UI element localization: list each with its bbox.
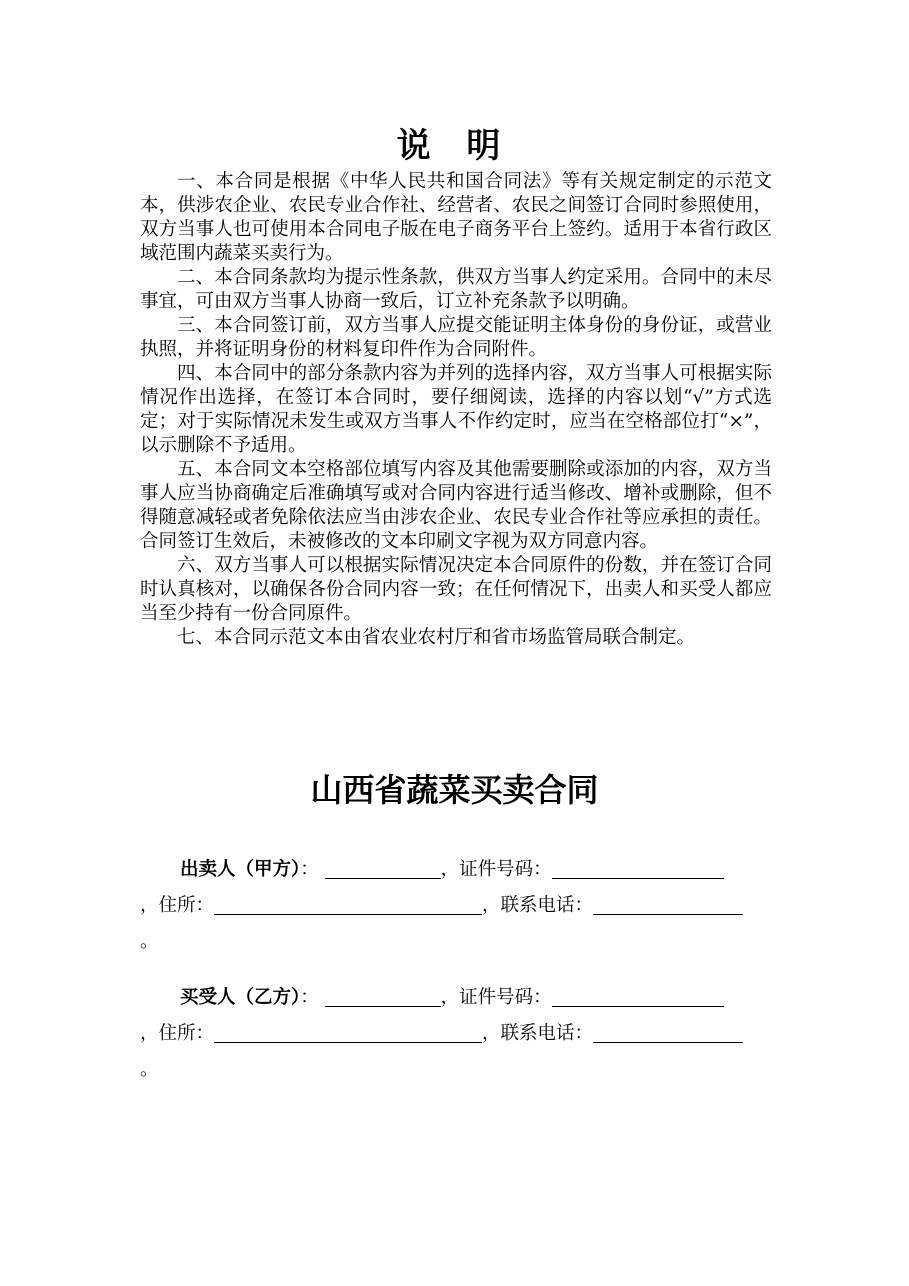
seller-name-blank[interactable] bbox=[325, 854, 441, 879]
contract-title: 山西省蔬菜买卖合同 bbox=[310, 771, 599, 809]
notes-paragraph: 六、双方当事人可以根据实际情况决定本合同原件的份数，并在签订合同时认真核对，以确保各份合同内容一致；在任何情况下，出卖人和买受人都应当至少持有一份合同原件。 bbox=[140, 555, 772, 624]
buyer-id-label: ，证件号码： bbox=[440, 987, 552, 1008]
notes-body bbox=[140, 170, 772, 650]
buyer-end: 。 bbox=[140, 1059, 159, 1080]
buyer-phone-blank[interactable] bbox=[593, 1018, 743, 1043]
buyer-address-label: ，住所： bbox=[140, 1023, 215, 1044]
buyer-id-blank[interactable] bbox=[552, 982, 724, 1007]
buyer-row-3 bbox=[140, 1052, 770, 1088]
seller-address-label: ，住所： bbox=[140, 895, 215, 916]
seller-phone-label: ，联系电话： bbox=[482, 895, 594, 916]
seller-colon: ： bbox=[300, 859, 319, 880]
notes-paragraph: 四、本合同中的部分条款内容为并列的选择内容，双方当事人可根据实际情况作出选择，在签订本合同时，要仔细阅读，选择的内容以划“√”方式选定；对于实际情况未发生或双方当事人不作约定时，应当在空格部位打“×”，以示删除不予适用。 bbox=[140, 363, 772, 456]
seller-address-blank[interactable] bbox=[214, 890, 482, 915]
notes-paragraph: 一、本合同是根据《中华人民共和国合同法》等有关规定制定的示范文本，供涉农企业、农民专业合作社、经营者、农民之间签订合同时参照使用，双方当事人也可使用本合同电子版在电子商务平台上签约。适用于本省行政区域范围内蔬菜买卖行为。 bbox=[140, 171, 772, 264]
seller-phone-blank[interactable] bbox=[593, 890, 743, 915]
seller-label: 出卖人（甲方） bbox=[180, 859, 301, 880]
seller-id-label: ，证件号码： bbox=[440, 859, 552, 880]
seller-block bbox=[140, 852, 770, 960]
buyer-label: 买受人（乙方） bbox=[180, 987, 301, 1008]
buyer-block bbox=[140, 980, 770, 1088]
seller-end: 。 bbox=[140, 931, 159, 952]
seller-row-1 bbox=[140, 852, 770, 888]
seller-id-blank[interactable] bbox=[552, 854, 724, 879]
notes-title: 说 明 bbox=[396, 126, 513, 166]
buyer-row-1 bbox=[140, 980, 770, 1016]
buyer-colon: ： bbox=[300, 987, 319, 1008]
notes-paragraph: 五、本合同文本空格部位填写内容及其他需要删除或添加的内容，双方当事人应当协商确定后准确填写或对合同内容进行适当修改、增补或删除，但不得随意减轻或者免除依法应当由涉农企业、农民专业合作社等应承担的责任。合同签订生效后，未被修改的文本印刷文字视为双方同意内容。 bbox=[140, 459, 772, 552]
notes-paragraph: 二、本合同条款均为提示性条款，供双方当事人约定采用。合同中的未尽事宜，可由双方当事人协商一致后，订立补充条款予以明确。 bbox=[140, 267, 772, 312]
buyer-name-blank[interactable] bbox=[325, 982, 441, 1007]
buyer-address-blank[interactable] bbox=[214, 1018, 482, 1043]
notes-paragraph: 七、本合同示范文本由省农业农村厅和省市场监管局联合制定。 bbox=[177, 627, 696, 648]
buyer-phone-label: ，联系电话： bbox=[482, 1023, 594, 1044]
notes-paragraph: 三、本合同签订前，双方当事人应提交能证明主体身份的身份证，或营业执照，并将证明身份的材料复印件作为合同附件。 bbox=[140, 315, 772, 360]
seller-row-3 bbox=[140, 924, 770, 960]
seller-row-2 bbox=[140, 888, 770, 924]
buyer-row-2 bbox=[140, 1016, 770, 1052]
